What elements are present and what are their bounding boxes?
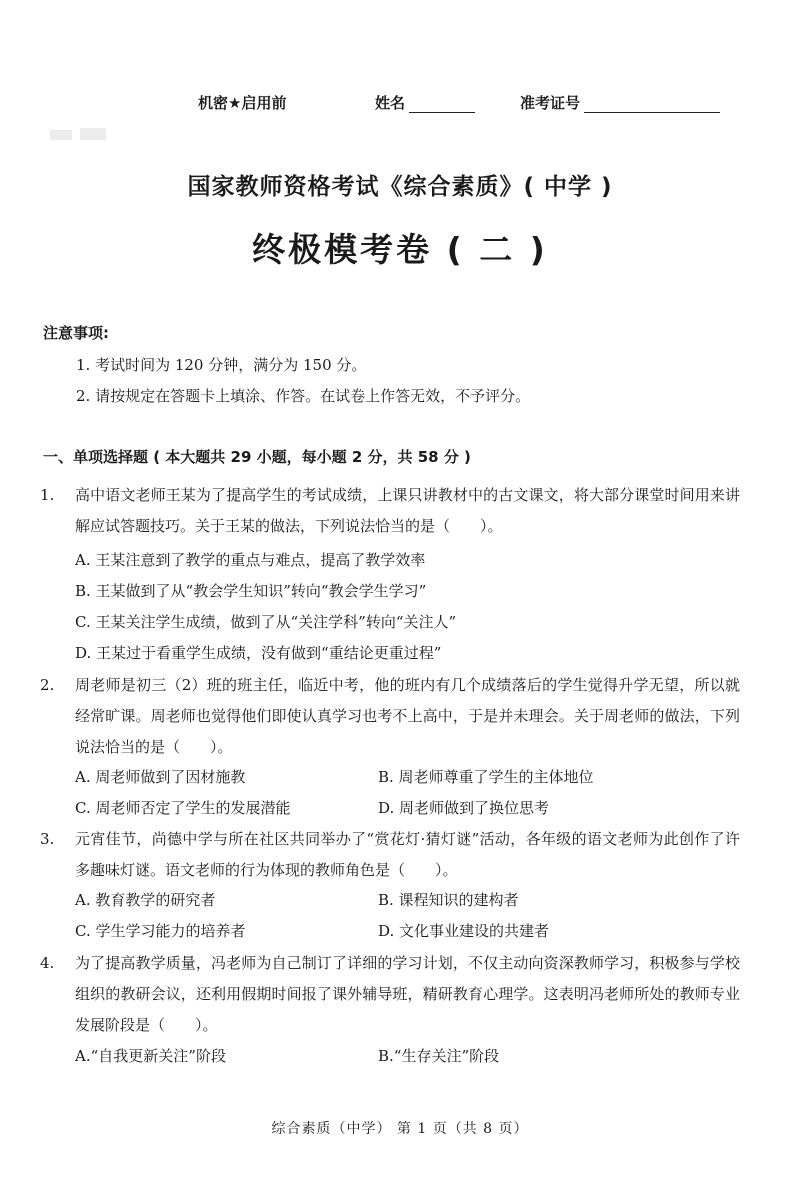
page-footer: 综合素质（中学） 第 1 页（共 8 页） bbox=[271, 1121, 529, 1137]
name-field bbox=[375, 92, 475, 113]
question-number: 3. bbox=[40, 830, 55, 848]
question-3 bbox=[40, 824, 740, 886]
section-title: 一、单项选择题 ( 本大题共 29 小题，每小题 2 分，共 58 分 ) bbox=[43, 448, 471, 466]
question-number: 4. bbox=[40, 954, 55, 972]
notice-item: 1. 考试时间为 120 分钟，满分为 150 分。 bbox=[76, 356, 367, 374]
option-b: B.“生存关注”阶段 bbox=[378, 1047, 500, 1065]
option-c: C. 学生学习能力的培养者 bbox=[75, 922, 246, 940]
question-2 bbox=[40, 670, 740, 763]
option-c: C. 王某关注学生成绩，做到了从“关注学科”转向“关注人” bbox=[75, 613, 457, 631]
option-a: A. 周老师做到了因材施教 bbox=[75, 768, 246, 786]
option-b: B. 王某做到了从“教会学生知识”转向“教会学生学习” bbox=[75, 582, 427, 600]
exam-title: 国家教师资格考试《综合素质》( 中学 ) bbox=[187, 174, 613, 200]
question-1 bbox=[40, 480, 740, 542]
option-b: B. 课程知识的建构者 bbox=[378, 891, 519, 909]
notice-title: 注意事项: bbox=[43, 324, 109, 342]
question-stem: 周老师是初三（2）班的班主任，临近中考，他的班内有几个成绩落后的学生觉得升学无望，所以就经常旷课。周老师也觉得他们即使认真学习也考不上高中，于是并未理会。关于周老师的做法，下列说法恰当的是（ ）。 bbox=[75, 676, 740, 756]
name-blank bbox=[409, 96, 475, 113]
question-stem: 为了提高教学质量，冯老师为自己制订了详细的学习计划，不仅主动向资深教师学习，积极参与学校组织的教研会议，还利用假期时间报了课外辅导班，精研教育心理学。这表明冯老师所处的教师专业发展阶段是（ ）。 bbox=[75, 954, 740, 1034]
question-number: 2. bbox=[40, 676, 55, 694]
exam-header bbox=[0, 92, 800, 116]
option-d: D. 周老师做到了换位思考 bbox=[378, 799, 550, 817]
exam-subtitle: 终极模考卷 ( 二 ) bbox=[252, 230, 548, 269]
option-a: A.“自我更新关注”阶段 bbox=[75, 1047, 226, 1065]
notice-item: 2. 请按规定在答题卡上填涂、作答。在试卷上作答无效，不予评分。 bbox=[76, 387, 531, 405]
question-stem: 高中语文老师王某为了提高学生的考试成绩，上课只讲教材中的古文课文，将大部分课堂时间用来讲解应试答题技巧。关于王某的做法，下列说法恰当的是（ ）。 bbox=[75, 486, 740, 535]
exam-id-label: 准考证号 bbox=[520, 94, 581, 112]
option-c: C. 周老师否定了学生的发展潜能 bbox=[75, 799, 291, 817]
question-number: 1. bbox=[40, 486, 55, 504]
exam-id-field bbox=[520, 92, 720, 113]
option-a: A. 王某注意到了教学的重点与难点，提高了教学效率 bbox=[75, 551, 426, 569]
option-d: D. 文化事业建设的共建者 bbox=[378, 922, 550, 940]
option-d: D. 王某过于看重学生成绩，没有做到“重结论更重过程” bbox=[75, 644, 442, 662]
confidential-label: 机密★启用前 bbox=[198, 94, 287, 112]
option-b: B. 周老师尊重了学生的主体地位 bbox=[378, 768, 594, 786]
name-label: 姓名 bbox=[375, 94, 406, 112]
question-4 bbox=[40, 948, 740, 1041]
option-a: A. 教育教学的研究者 bbox=[75, 891, 216, 909]
exam-id-blank bbox=[584, 96, 720, 113]
scan-smudge bbox=[50, 126, 110, 144]
question-stem: 元宵佳节，尚德中学与所在社区共同举办了“赏花灯·猜灯谜”活动，各年级的语文老师为此创作了许多趣味灯谜。语文老师的行为体现的教师角色是（ ）。 bbox=[75, 830, 740, 879]
